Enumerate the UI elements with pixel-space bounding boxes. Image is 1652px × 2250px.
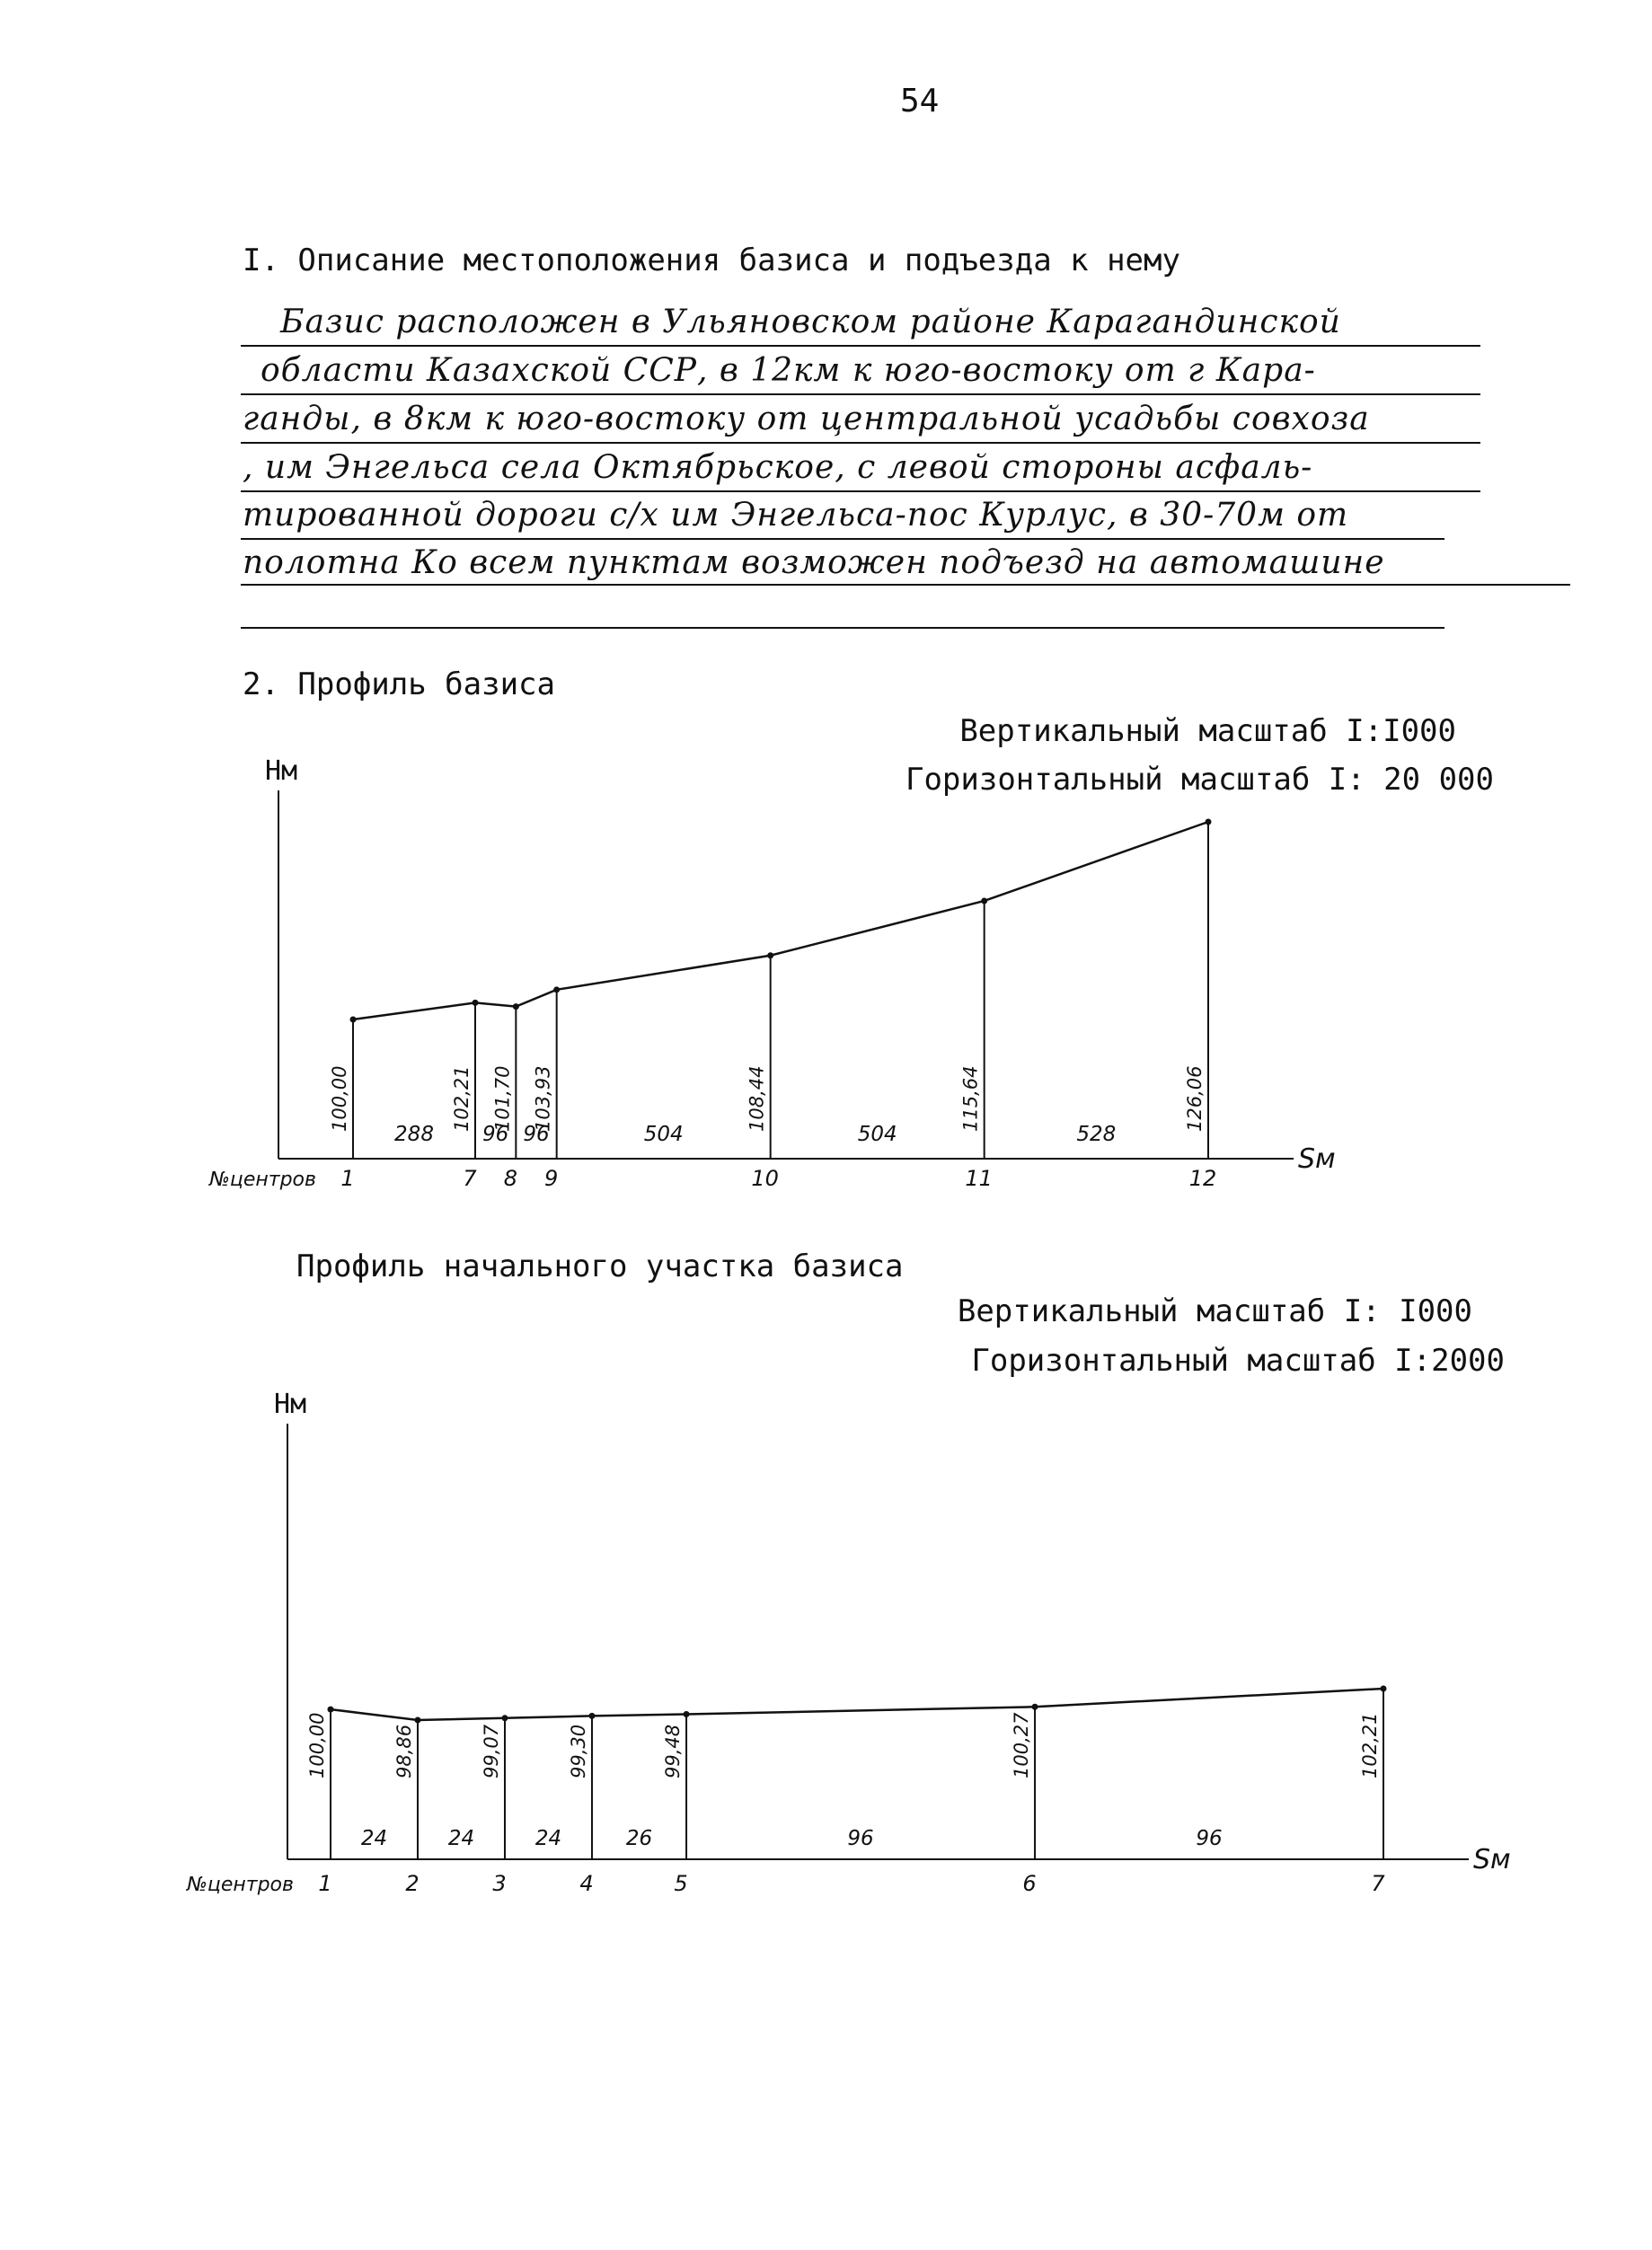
description-line: тированной дороги с/х им Энгельса-пос Курлус, в 30-70м от [243, 497, 1349, 534]
s-axis-label: Sм [1298, 1143, 1336, 1175]
height-label: 103,93 [532, 1065, 554, 1132]
section-1-title: I. Описание местоположения базиса и подъезда к нему [243, 243, 1180, 278]
chart1-horizontal-scale: Горизонтальный масштаб I: 20 000 [905, 762, 1494, 798]
center-number: 12 [1188, 1166, 1217, 1191]
center-number: 9 [544, 1166, 559, 1191]
segment-distance: 26 [625, 1827, 653, 1850]
segment-distance: 96 [847, 1827, 874, 1850]
profile-point [767, 952, 773, 958]
center-number: 5 [674, 1871, 688, 1896]
page-number: 54 [900, 83, 940, 119]
height-label: 115,64 [959, 1065, 982, 1132]
profile-point [328, 1707, 334, 1713]
description-line: полотна Ко всем пунктам возможен подъезд на автомашине [243, 544, 1385, 581]
height-label: 126,06 [1184, 1065, 1206, 1132]
chart1-vertical-scale: Вертикальный масштаб I:I000 [959, 713, 1456, 749]
center-number: 10 [751, 1166, 779, 1191]
center-number: 3 [492, 1871, 507, 1896]
height-label: 98,86 [393, 1724, 415, 1778]
height-label: 99,30 [567, 1724, 589, 1778]
profile-line [331, 1689, 1383, 1720]
profile-point [684, 1711, 690, 1717]
center-number: 7 [463, 1166, 477, 1191]
s-axis-label: Sм [1473, 1844, 1511, 1875]
profile-point [981, 897, 987, 904]
description-line: ганды, в 8км к юго-востоку от центральной усадьбы совхоза [243, 401, 1370, 437]
profile-point [414, 1717, 420, 1724]
center-number: 7 [1371, 1871, 1385, 1896]
height-label: 100,27 [1011, 1712, 1033, 1778]
chart2-vertical-scale: Вертикальный масштаб I: I000 [957, 1293, 1472, 1329]
height-label: 100,00 [306, 1712, 328, 1778]
profile-point [513, 1003, 519, 1010]
height-label: 101,70 [491, 1065, 514, 1132]
profile-point [588, 1713, 595, 1719]
profile-point [501, 1715, 508, 1721]
description-line: , им Энгельса села Октябрьское, с левой стороны асфаль- [243, 449, 1313, 486]
profile-point [1381, 1686, 1387, 1692]
segment-distance: 288 [394, 1123, 434, 1146]
height-label: 102,21 [1359, 1712, 1381, 1778]
center-number: 8 [503, 1166, 517, 1191]
centers-label: №центров [209, 1169, 316, 1191]
segment-distance: 24 [447, 1827, 475, 1850]
profile-line [353, 822, 1208, 1019]
h-axis-label: Hм [274, 1389, 307, 1420]
center-number: 4 [579, 1871, 594, 1896]
profile-point [1032, 1704, 1038, 1710]
chart2-horizontal-scale: Горизонтальный масштаб I:2000 [971, 1343, 1505, 1379]
center-number: 6 [1022, 1871, 1037, 1896]
segment-distance: 504 [643, 1123, 684, 1146]
height-label: 108,44 [746, 1065, 768, 1132]
centers-label: №центров [187, 1874, 294, 1896]
segment-distance: 528 [1076, 1123, 1117, 1146]
segment-distance: 96 [482, 1123, 509, 1146]
h-axis-label: Hм [265, 755, 298, 787]
section-2-title: 2. Профиль базиса [243, 666, 555, 702]
profile-point [553, 986, 560, 993]
height-label: 102,21 [451, 1065, 473, 1132]
description-line: Базис расположен в Ульяновском районе Карагандинской [280, 304, 1341, 340]
profile-point [1206, 819, 1212, 825]
description-line: области Казахской ССР, в 12км к юго-востоку от г Кара- [261, 352, 1316, 389]
profile-point [350, 1017, 357, 1023]
height-label: 99,48 [662, 1724, 685, 1778]
chart-2-initial-section-profile [186, 1389, 1511, 1896]
segment-distance: 504 [857, 1123, 897, 1146]
center-number: 1 [318, 1871, 332, 1896]
segment-distance: 24 [360, 1827, 388, 1850]
chart-1-basis-profile [208, 755, 1336, 1191]
center-number: 11 [965, 1166, 993, 1191]
segment-distance: 96 [1196, 1827, 1223, 1850]
height-label: 99,07 [480, 1724, 502, 1778]
height-label: 100,00 [329, 1065, 350, 1132]
segment-distance: 96 [523, 1123, 550, 1146]
center-number: 1 [340, 1166, 355, 1191]
segment-distance: 24 [534, 1827, 562, 1850]
chart2-title: Профиль начального участка базиса [296, 1249, 904, 1284]
center-number: 2 [405, 1871, 420, 1896]
profile-point [473, 1000, 479, 1006]
